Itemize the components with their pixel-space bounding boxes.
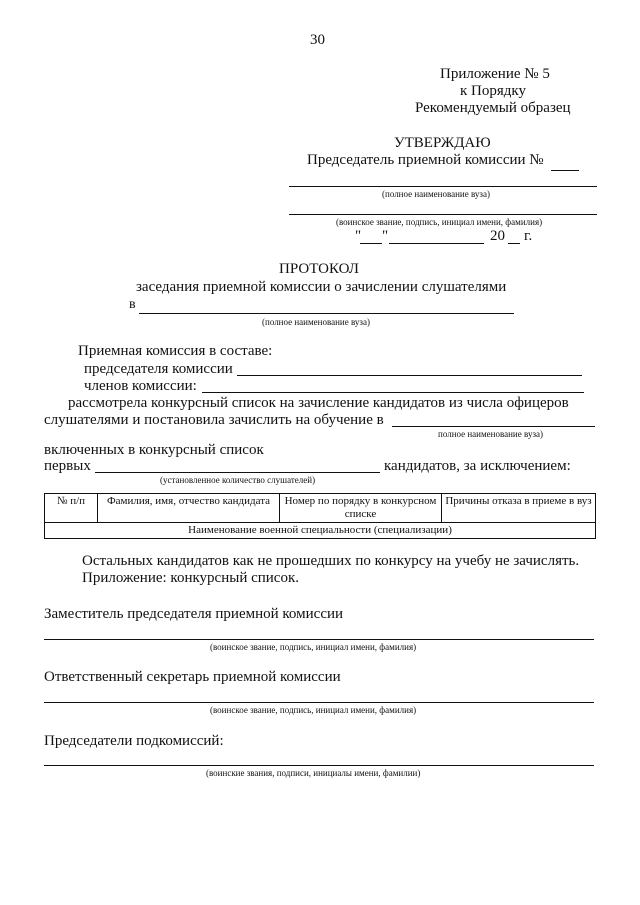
subcommittee-caption: (воинские звания, подписи, инициалы имени, фамилии) (206, 768, 421, 778)
subcommittee-line (44, 765, 594, 766)
chairman-label: председателя комиссии (84, 361, 233, 377)
approval-chairman: Председатель приемной комиссии № (307, 152, 544, 168)
date-close-quote: " (382, 228, 389, 244)
secretary-caption: (воинское звание, подпись, инициал имени, фамилия) (210, 705, 417, 715)
rank-signature-line (289, 214, 597, 215)
date-month-line (389, 243, 484, 244)
members-label: членов комиссии: (84, 378, 197, 394)
candidates-except: кандидатов, за исключением: (384, 458, 571, 474)
remaining-text: Остальных кандидатов как не прошедших по конкурсу на учебу не зачислять. (82, 553, 580, 569)
secretary-line (44, 702, 594, 703)
composition-text: Приемная комиссия в составе: (78, 343, 273, 359)
decision-university-caption: полное наименование вуза) (438, 429, 543, 439)
appendix-number: Приложение № 5 (440, 66, 550, 82)
first-label: первых (44, 458, 91, 474)
page-number: 30 (310, 32, 325, 48)
protocol-university-caption: (полное наименование вуза) (262, 317, 370, 327)
subcommittee-label: Председатели подкомиссий: (44, 733, 224, 749)
deputy-label: Заместитель председателя приемной комиссии (44, 606, 344, 622)
date-year-suffix: г. (524, 228, 533, 244)
date-day-line (360, 243, 382, 244)
header-list-number: Номер по порядку в конкурсном списке (280, 494, 442, 523)
protocol-university-line (139, 313, 514, 314)
chairman-line (237, 375, 582, 376)
count-caption: (установленное количество слушателей) (160, 475, 316, 485)
university-line (289, 186, 597, 187)
candidates-table (44, 493, 596, 539)
approval-rank-caption: (воинское звание, подпись, инициал имени, фамилия) (336, 217, 543, 227)
approval-university-caption: (полное наименование вуза) (382, 189, 490, 199)
table-specialty-row (45, 523, 596, 539)
protocol-subtitle: заседания приемной комиссии о зачислении слушателями (136, 279, 507, 295)
count-line (95, 472, 380, 473)
included-text: включенных в конкурсный список (44, 442, 264, 458)
header-name: Фамилия, имя, отчество кандидата (98, 494, 280, 523)
specialty-cell: Наименование военной специальности (специализации) (45, 523, 596, 539)
protocol-title: ПРОТОКОЛ (279, 261, 359, 277)
date-open-quote: " (355, 228, 362, 244)
decision-text: слушателями и постановила зачислить на обучение в (44, 412, 384, 428)
date-year: 20 (490, 228, 505, 244)
header-number: № п/п (45, 494, 98, 523)
deputy-line (44, 639, 594, 640)
date-year-line (508, 243, 520, 244)
table-header-row (45, 494, 596, 523)
attachment-text: Приложение: конкурсный список. (82, 570, 300, 586)
appendix-order: к Порядку (460, 83, 526, 99)
appendix-sample: Рекомендуемый образец (415, 100, 571, 116)
approval-title: УТВЕРЖДАЮ (394, 135, 491, 151)
header-refusal-reason: Причины отказа в приеме в вуз (442, 494, 596, 523)
review-text: рассмотрела конкурсный список на зачисление кандидатов из числа офицеров (68, 395, 569, 411)
decision-university-line (392, 426, 595, 427)
members-line (202, 392, 584, 393)
deputy-caption: (воинское звание, подпись, инициал имени, фамилия) (210, 642, 417, 652)
secretary-label: Ответственный секретарь приемной комиссии (44, 669, 341, 685)
commission-number-line (551, 170, 579, 171)
protocol-prefix-v: в (129, 297, 136, 312)
